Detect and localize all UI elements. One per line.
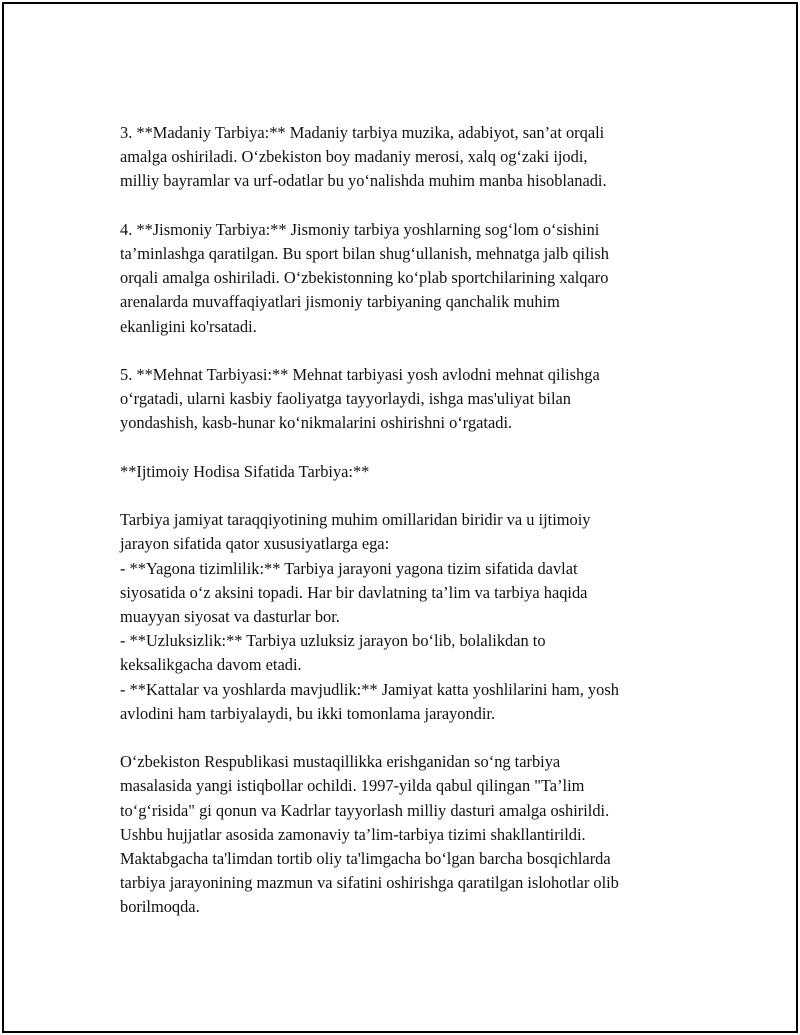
- text-line: milliy bayramlar va urf-odatlar bu yo‘nalishda muhim manba hisoblanadi.: [120, 171, 607, 191]
- text-line: jarayon sifatida qator xususiyatlarga ega:: [120, 534, 390, 554]
- text-line: o‘rgatadi, ularni kasbiy faoliyatga tayyorlaydi, ishga mas'uliyat bilan: [120, 389, 571, 409]
- text-line: - **Kattalar va yoshlarda mavjudlik:** Jamiyat katta yoshlilarini ham, yosh: [120, 679, 619, 699]
- text-line: borilmoqda.: [120, 897, 200, 917]
- text-line: O‘zbekiston Respublikasi mustaqillikka erishganidan so‘ng tarbiya: [120, 752, 561, 772]
- paragraph-xususiyatlar: [120, 508, 700, 726]
- text-line: 5. **Mehnat Tarbiyasi:** Mehnat tarbiyasi yosh avlodni mehnat qilishga: [120, 365, 600, 384]
- text-line: muayyan siyosat va dasturlar bor.: [120, 607, 340, 626]
- text-line: Tarbiya jamiyat taraqqiyotining muhim omillaridan biridir va u ijtimoiy: [120, 510, 591, 530]
- text-line: to‘g‘risida" gi qonun va Kadrlar tayyorlash milliy dasturi amalga oshirildi.: [120, 800, 610, 820]
- text-line: ta’minlashga qaratilgan. Bu sport bilan shug‘ullanish, mehnatga jalb qilish: [120, 244, 609, 263]
- text-line: yondashish, kasb-hunar ko‘nikmalarini oshirishni o‘rgatadi.: [120, 413, 513, 433]
- text-line: Ushbu hujjatlar asosida zamonaviy ta’lim-tarbiya tizimi shakllantirildi.: [120, 824, 586, 844]
- paragraph-madaniy-tarbiya: [120, 121, 700, 194]
- paragraph-jismoniy-tarbiya: [120, 218, 700, 339]
- text-line: Maktabgacha ta'limdan tortib oliy ta'limgacha bo‘lgan barcha bosqichlarda: [120, 849, 611, 869]
- text-line: masalasida yangi istiqbollar ochildi. 1997-yilda qabul qilingan "Ta’lim: [120, 776, 585, 796]
- text-line: - **Uzluksizlik:** Tarbiya uzluksiz jarayon bo‘lib, bolalikdan to: [120, 631, 546, 651]
- text-line: arenalarda muvaffaqiyatlari jismoniy tarbiyaning qanchalik muhim: [120, 292, 560, 312]
- text-line: **Ijtimoiy Hodisa Sifatida Tarbiya:**: [120, 461, 370, 481]
- text-line: tarbiya jarayonining mazmun va sifatini oshirishga qaratilgan islohotlar olib: [120, 873, 619, 893]
- text-line: orqali amalga oshiriladi. O‘zbekistonning ko‘plab sportchilarining xalqaro: [120, 268, 609, 288]
- text-line: ekanligini ko'rsatadi.: [120, 316, 257, 336]
- paragraph-mustaqillik: [120, 750, 700, 919]
- text-line: keksalikgacha davom etadi.: [120, 655, 302, 675]
- text-line: siyosatida o‘z aksini topadi. Har bir davlatning ta’lim va tarbiya haqida: [120, 582, 588, 602]
- text-line: 3. **Madaniy Tarbiya:** Madaniy tarbiya muzika, adabiyot, san’at orqali: [120, 123, 605, 142]
- text-line: avlodini ham tarbiyalaydi, bu ikki tomonlama jarayondir.: [120, 703, 496, 723]
- section-heading-ijtimoiy-hodisa: [120, 460, 700, 484]
- text-line: 4. **Jismoniy Tarbiya:** Jismoniy tarbiya yoshlarning sog‘lom o‘sishini: [120, 219, 600, 239]
- document-body: [120, 121, 700, 944]
- page-frame: [2, 2, 798, 1033]
- paragraph-mehnat-tarbiyasi: [120, 363, 700, 436]
- text-line: amalga oshiriladi. O‘zbekiston boy madaniy merosi, xalq og‘zaki ijodi,: [120, 147, 588, 167]
- text-line: - **Yagona tizimlilik:** Tarbiya jarayoni yagona tizim sifatida davlat: [120, 558, 578, 578]
